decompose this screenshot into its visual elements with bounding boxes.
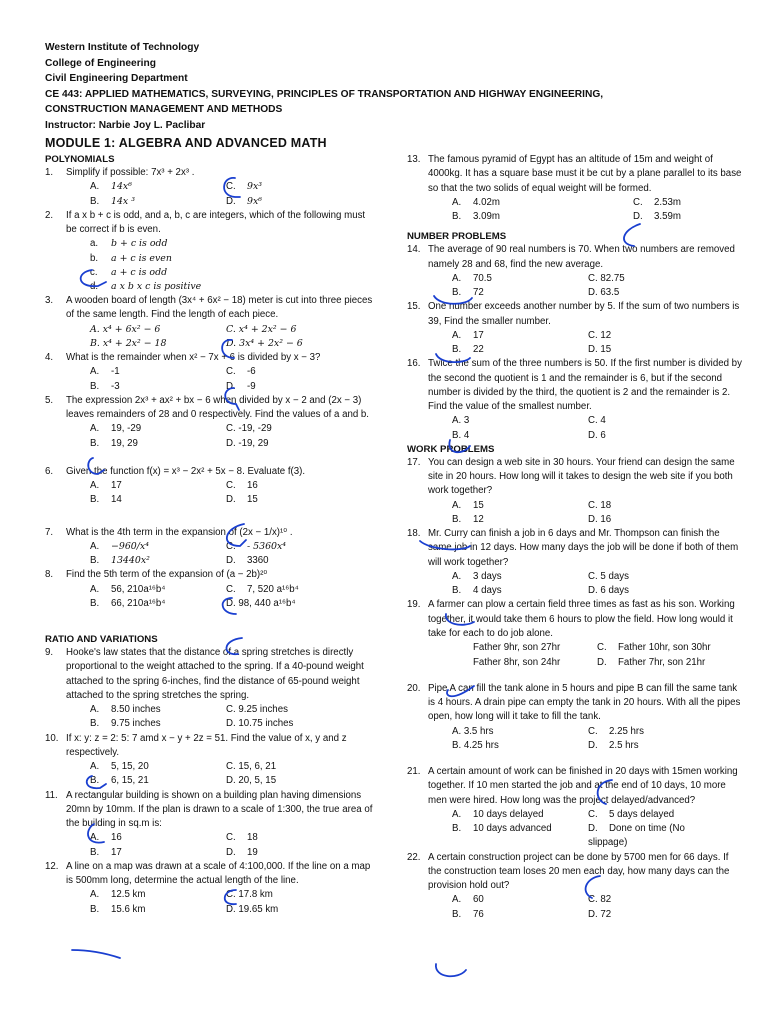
right-column <box>407 153 742 922</box>
question-text: A certain amount of work can be finished in 20 days with 15men working together. If 10 men started the job and at the end of 10 days, 10 more men were hired. How long was the project delayed/advanced? <box>428 766 738 806</box>
section-polynomials: POLYNOMIALS <box>45 154 115 165</box>
option-d[interactable]: D. 19 <box>226 846 258 858</box>
question-text: Simplify if possible: 7x³ + 2x³ . <box>66 167 195 178</box>
question-12 <box>45 860 375 917</box>
option-d[interactable]: D. -9 <box>226 380 256 392</box>
question-text: A wooden board of length (3x⁴ + 6x² − 18) meter is cut into three pieces of the same length. Find the length of each piece. <box>66 295 373 321</box>
option-c[interactable]: C. 5 days delayed <box>588 808 675 820</box>
option-a[interactable]: A. 17 <box>90 480 122 492</box>
question-text: Pipe A can fill the tank alone in 5 hours and pipe B can fill the same tank is 4 hours. A drain pipe can empty the tank in 20 hours. With all the pipes open, how long will it take to fill the tank. <box>428 682 741 723</box>
question-number: 4. <box>45 352 54 364</box>
option-b[interactable]: B. 19, 29 <box>90 437 138 449</box>
question-11 <box>45 789 375 860</box>
option-c[interactable]: C. 7, 520 a¹⁶b⁴ <box>226 583 299 595</box>
question-9 <box>45 646 375 732</box>
option-b[interactable]: B. 3.09m <box>452 211 500 223</box>
option-a[interactable]: A. 19, -29 <box>90 423 142 435</box>
option-c[interactable]: C. 9x³ <box>226 181 263 193</box>
option-b[interactable]: B. 13440x² <box>90 555 150 567</box>
question-6 <box>45 465 375 508</box>
question-number: 17. <box>407 456 421 468</box>
instructor-name: Instructor: Narbie Joy L. Paclibar <box>45 119 206 131</box>
section-ratio-variations: RATIO AND VARIATIONS <box>45 633 158 645</box>
option-b[interactable]: B. 9.75 inches <box>90 718 161 730</box>
option-d[interactable]: D. 9x⁶ <box>226 195 263 207</box>
question-2 <box>45 209 375 294</box>
option-b[interactable]: B. 17 <box>90 846 122 858</box>
question-1 <box>45 166 375 209</box>
question-17 <box>407 456 742 527</box>
question-number: 9. <box>45 646 54 658</box>
option-b[interactable]: B. 14x ³ <box>90 195 135 207</box>
pen-mark-q12 <box>72 950 120 958</box>
option-b[interactable]: B. 10 days advanced <box>452 823 552 835</box>
option-c[interactable]: C. 18 <box>226 832 258 844</box>
option-a[interactable]: A. 8.50 inches <box>90 704 161 716</box>
option-d[interactable]: D. 19.65 km <box>226 903 279 915</box>
question-3 <box>45 294 375 351</box>
option-c[interactable]: C. x⁴ + 2x² − 6 <box>226 323 297 335</box>
option-d[interactable]: D. 3.59m <box>633 211 681 223</box>
question-20 <box>407 682 742 753</box>
question-text: The expression 2x³ + ax² + bx − 6 when divided by x − 2 and (2x − 3) leaves remainders of 28 and 0 respectively. Find the values of a and b. <box>66 394 369 421</box>
option-d[interactable]: D. 3360 <box>226 555 269 567</box>
option-d[interactable]: D. 2.5 hrs <box>588 739 639 751</box>
option-a[interactable]: A. 10 days delayed <box>452 808 544 820</box>
department-name: Civil Engineering Department <box>45 73 188 85</box>
option-c[interactable]: C. 2.25 hrs <box>588 725 645 737</box>
document-header <box>45 40 735 151</box>
option-c[interactable]: C. -19, -29 <box>226 423 272 435</box>
question-text: Hooke's law states that the distance of a spring stretches is directly proportional to the weight attached to the spring. If a 40-pound weight attached to the spring 6-inches, find the distance of 65-pound weight attached to the spring stretches the spring. <box>66 646 364 701</box>
option-b[interactable]: B. x⁴ + 2x² − 18 <box>90 337 167 349</box>
option-b[interactable]: B. 22 <box>452 344 484 356</box>
option-a[interactable]: A. 16 <box>90 832 122 844</box>
question-number: 14. <box>407 244 421 256</box>
option-c[interactable]: C. 9.25 inches <box>226 704 288 716</box>
question-number: 2. <box>45 209 54 221</box>
option-b[interactable]: B. 72 <box>452 287 484 299</box>
option-d[interactable]: D. 10.75 inches <box>226 718 294 730</box>
option-a[interactable]: A. −960/x⁴ <box>90 540 149 552</box>
question-10 <box>45 732 375 789</box>
question-21 <box>407 765 742 851</box>
option-c[interactable]: c. a + c is odd <box>90 266 168 278</box>
question-5 <box>45 394 375 451</box>
course-title-line1: CE 443: APPLIED MATHEMATICS, SURVEYING, PRINCIPLES OF TRANSPORTATION AND HIGHWAY ENGINEERING, <box>45 88 604 100</box>
option-c[interactable]: C. 15, 6, 21 <box>226 761 277 773</box>
option-a[interactable]: A. 12.5 km <box>90 889 146 901</box>
course-title-line2: CONSTRUCTION MANAGEMENT AND METHODS <box>45 104 283 116</box>
question-number: 20. <box>407 682 421 694</box>
option-a[interactable]: A. 4.02m <box>452 196 500 208</box>
option-b[interactable]: b. a + c is even <box>90 252 172 264</box>
question-number: 6. <box>45 465 54 477</box>
option-d[interactable]: D. 20, 5, 15 <box>226 775 277 787</box>
option-c[interactable]: C. 18 <box>588 499 612 511</box>
option-d[interactable]: D. 98, 440 a¹⁶b⁴ <box>226 597 296 609</box>
question-text: What is the 4th term in the expansion of (2x − 1/x)¹⁰ . <box>66 526 293 538</box>
question-8 <box>45 568 375 611</box>
question-text: Given the function f(x) = x³ − 2x² + 5x − 8. Evaluate f(3). <box>66 465 306 477</box>
question-number: 19. <box>407 599 421 611</box>
section-number-problems: NUMBER PROBLEMS <box>407 231 507 243</box>
question-text: If x: y: z = 2: 5: 7 amd x − y + 2z = 51. Find the value of x, y and z respectively. <box>66 732 347 758</box>
college-name: College of Engineering <box>45 57 156 69</box>
question-13 <box>407 153 742 224</box>
question-22 <box>407 851 742 922</box>
question-text: A certain construction project can be done by 5700 men for 66 days. If the construction team loses 20 men each day, how many days can the provision hold out? <box>428 851 730 892</box>
option-d[interactable]: D. Father 7hr, son 21hr <box>597 656 706 668</box>
option-b[interactable]: B. 6, 15, 21 <box>90 775 149 787</box>
question-text: The average of 90 real numbers is 70. When two numbers are removed namely 28 and 68, find the new average. <box>428 244 735 270</box>
question-7 <box>45 526 375 569</box>
option-c[interactable]: C. 16 <box>226 480 258 492</box>
option-d[interactable]: D. 15 <box>588 344 612 356</box>
option-c[interactable]: C. Father 10hr, son 30hr <box>597 642 711 654</box>
question-text: Twice the sum of the three numbers is 50. If the first number is divided by the second the quotient is 1 and the remainder is 6, but if the second number is divided by the third, the quotient is 2 and the remainder is 2. Find the value of the smallest number. <box>428 358 742 413</box>
question-number: 1. <box>45 167 54 178</box>
option-b[interactable]: B. 12 <box>452 513 484 525</box>
pen-mark-q22 <box>436 964 466 976</box>
question-text: Mr. Curry can finish a job in 6 days and Mr. Thompson can finish the same job in 12 days. How many days the job will be done if both of them will work together? <box>428 528 739 568</box>
question-number: 21. <box>407 766 421 778</box>
question-14 <box>407 243 742 300</box>
option-c[interactable]: C. -6 <box>226 366 256 378</box>
question-text: A farmer can plow a certain field three times as fast as his son. Working together, it would take them 6 hours to plow the field. How long would it take for each to do job alone. <box>428 599 735 640</box>
option-c[interactable]: C. 12 <box>588 329 612 341</box>
question-text: One number exceeds another number by 5. If the sum of two numbers is 39, Find the smaller number. <box>428 301 740 327</box>
option-b[interactable]: B. -3 <box>90 380 120 392</box>
option-b[interactable]: B. 4 days <box>452 585 502 597</box>
option-d[interactable]: D. Done on time (No slippage) <box>588 823 685 849</box>
option-b[interactable]: B. 14 <box>90 494 122 506</box>
question-number: 16. <box>407 358 421 370</box>
option-c[interactable]: C. 5 days <box>588 571 629 583</box>
option-a[interactable]: A. 15 <box>452 499 484 511</box>
option-c[interactable]: C. 82.75 <box>588 272 625 284</box>
question-number: 12. <box>45 860 59 872</box>
question-4 <box>45 351 375 394</box>
option-b[interactable]: B. 4.25 hrs <box>452 739 499 751</box>
option-b[interactable]: Father 8hr, son 24hr <box>473 656 561 668</box>
option-b[interactable]: B. 4 <box>452 429 470 441</box>
option-d[interactable]: D. 6 days <box>588 585 629 597</box>
option-b[interactable]: B. 15.6 km <box>90 903 146 915</box>
option-d[interactable]: D. 3x⁴ + 2x² − 6 <box>226 337 303 349</box>
option-c[interactable]: C. 2.53m <box>633 196 681 208</box>
option-a[interactable]: A. 3 days <box>452 571 502 583</box>
option-a[interactable]: A. 14x⁶ <box>90 181 132 193</box>
option-d[interactable]: D. 63.5 <box>588 287 620 299</box>
question-text: What is the remainder when x² − 7x + 6 is divided by x − 3? <box>66 352 321 364</box>
institute-name: Western Institute of Technology <box>45 42 200 53</box>
question-16 <box>407 357 742 443</box>
question-number: 8. <box>45 569 54 581</box>
option-a[interactable]: A. x⁴ + 6x² − 6 <box>90 323 161 335</box>
question-text: If a x b + c is odd, and a, b, c are integers, which of the following must be correct if b is even. <box>66 209 366 235</box>
option-c[interactable]: C. 17.8 km <box>226 889 273 901</box>
option-a[interactable]: Father 9hr, son 27hr <box>473 642 561 654</box>
option-a[interactable]: A. 56, 210a¹⁶b⁴ <box>90 583 166 595</box>
question-number: 13. <box>407 154 421 165</box>
option-d[interactable]: D. -19, 29 <box>226 437 269 449</box>
option-a[interactable]: A. 3 <box>452 415 470 427</box>
question-text: A line on a map was drawn at a scale of 4:100,000. If the line on a map is 500mm long, determine the actual length of the line. <box>66 860 371 887</box>
option-d[interactable]: D. 15 <box>226 494 258 506</box>
option-d[interactable]: d. a x b x c is positive <box>90 280 202 292</box>
option-a[interactable]: A. 5, 15, 20 <box>90 761 149 773</box>
option-b[interactable]: B. 76 <box>452 908 484 920</box>
question-text: The famous pyramid of Egypt has an altitude of 15m and weight of 4000kg. It has a square base must it be cut by a plane parallel to its base so that the two solids of equal weight will be formed. <box>428 154 742 194</box>
section-work-problems: WORK PROBLEMS <box>407 443 495 455</box>
option-d[interactable]: D. 72 <box>588 908 612 920</box>
option-a[interactable]: A. -1 <box>90 366 120 378</box>
question-18 <box>407 527 742 598</box>
option-b[interactable]: B. 66, 210a¹⁶b⁴ <box>90 597 166 609</box>
question-text: Find the 5th term of the expansion of (a − 2b)²⁰ <box>66 569 268 581</box>
option-c[interactable]: C. 4 <box>588 415 606 427</box>
option-c[interactable]: C. - 5360x⁴ <box>226 540 287 552</box>
option-a[interactable]: a. b + c is odd <box>90 238 168 250</box>
question-text: A rectangular building is shown on a building plan having dimensions 20mn by 10mm. If the plan is drawn to a scale of 1:300, the true area of the building in sq.m is: <box>66 789 373 830</box>
question-number: 3. <box>45 295 54 307</box>
option-c[interactable]: C. 82 <box>588 894 612 906</box>
option-d[interactable]: D. 6 <box>588 429 606 441</box>
question-number: 5. <box>45 394 54 406</box>
option-a[interactable]: A. 3.5 hrs <box>452 725 494 737</box>
option-a[interactable]: A. 60 <box>452 894 484 906</box>
question-number: 15. <box>407 301 421 313</box>
question-number: 22. <box>407 851 421 863</box>
question-number: 7. <box>45 526 54 538</box>
left-column <box>45 153 375 917</box>
option-a[interactable]: A. 70.5 <box>452 272 492 284</box>
question-number: 11. <box>45 789 58 801</box>
question-text: You can design a web site in 30 hours. Your friend can design the same site in 20 hours. How long will it takes to design the web site if you both work together? <box>428 456 735 497</box>
question-19 <box>407 598 742 669</box>
option-d[interactable]: D. 16 <box>588 513 612 525</box>
question-number: 18. <box>407 528 421 540</box>
module-title: MODULE 1: ALGEBRA AND ADVANCED MATH <box>45 135 327 150</box>
option-a[interactable]: A. 17 <box>452 329 484 341</box>
question-number: 10. <box>45 732 59 744</box>
question-15 <box>407 300 742 357</box>
